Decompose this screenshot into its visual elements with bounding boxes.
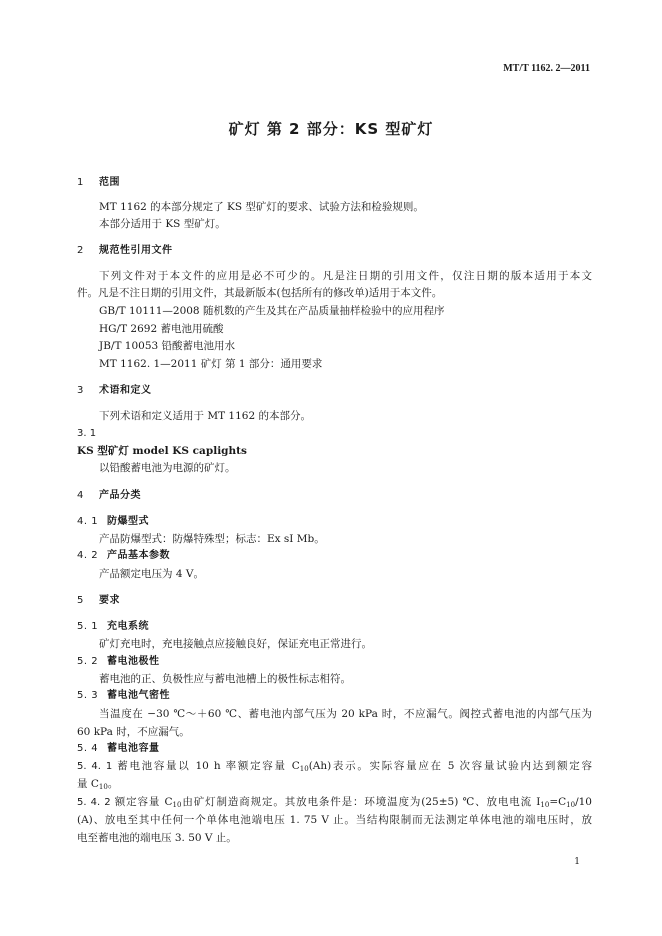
reference-item: MT 1162. 1—2011 矿灯 第 1 部分：通用要求 bbox=[99, 358, 323, 370]
section-5-heading bbox=[77, 594, 120, 608]
section-3-heading bbox=[77, 384, 152, 398]
subscript: 10 bbox=[299, 765, 309, 773]
subsection-5-3-heading bbox=[77, 689, 170, 703]
reference-item: HG/T 2692 蓄电池用硫酸 bbox=[99, 323, 224, 335]
subsection-title: 充电系统 bbox=[107, 621, 149, 632]
clause-5-4-1-line-2 bbox=[77, 777, 118, 794]
paragraph: 蓄电池的正、负极性应与蓄电池槽上的极性标志相符。 bbox=[99, 673, 351, 685]
reference-item: JB/T 10053 铅酸蓄电池用水 bbox=[99, 340, 236, 352]
section-2-heading bbox=[77, 244, 173, 258]
paragraph: 本部分适用于 KS 型矿灯。 bbox=[99, 218, 226, 230]
text-run: /10 bbox=[575, 796, 592, 808]
subscript: 10 bbox=[98, 783, 108, 791]
paragraph: 矿灯充电时，充电接触点应接触良好，保证充电正常进行。 bbox=[99, 638, 372, 650]
section-number: 3 bbox=[77, 385, 84, 396]
term-entry: KS 型矿灯 model KS caplights bbox=[77, 445, 247, 457]
paragraph: 产品防爆型式：防爆特殊型；标志：Ex sⅠ Mb。 bbox=[99, 533, 325, 545]
paragraph: (A)、放电至其中任何一个单体电池端电压 1. 75 V 止。当结构限制而无法测定单体电池的端电压时，放 bbox=[77, 814, 592, 826]
subsection-title: 蓄电池容量 bbox=[107, 743, 160, 754]
section-number: 4 bbox=[77, 490, 84, 501]
section-title: 产品分类 bbox=[99, 490, 141, 501]
text-run: (Ah)表示。实际容量应在 5 次容量试验内达到额定容 bbox=[308, 760, 592, 772]
text-run: =C bbox=[549, 796, 567, 808]
section-title: 要求 bbox=[99, 595, 120, 606]
subsection-number: 5. 3 bbox=[77, 690, 99, 701]
paragraph: 下列文件对于本文件的应用是必不可少的。凡是注日期的引用文件，仅注日期的版本适用于本文 bbox=[99, 270, 592, 282]
text-run: 。 bbox=[107, 778, 119, 790]
paragraph: 产品额定电压为 4 V。 bbox=[99, 568, 204, 580]
subsection-title: 蓄电池极性 bbox=[107, 656, 160, 667]
subsection-title: 防爆型式 bbox=[107, 516, 149, 527]
paragraph: 件。凡是不注日期的引用文件，其最新版本(包括所有的修改单)适用于本文件。 bbox=[77, 287, 443, 299]
paragraph: 下列术语和定义适用于 MT 1162 的本部分。 bbox=[99, 410, 311, 422]
page-number: 1 bbox=[574, 857, 580, 867]
section-4-heading bbox=[77, 489, 141, 503]
paragraph: MT 1162 的本部分规定了 KS 型矿灯的要求、试验方法和检验规则。 bbox=[99, 201, 424, 213]
clause-number: 5. 4. 1 bbox=[77, 761, 113, 772]
subscript: 10 bbox=[566, 801, 576, 809]
section-number: 5 bbox=[77, 595, 84, 606]
subsection-number: 4. 1 bbox=[77, 516, 99, 527]
clause-number: 5. 4. 2 bbox=[77, 797, 111, 808]
subsection-number: 5. 1 bbox=[77, 621, 99, 632]
subsection-number: 3. 1 bbox=[77, 428, 97, 439]
text-run: 蓄电池容量以 10 h 率额定容量 C bbox=[117, 760, 300, 772]
term-definition: 以铅酸蓄电池为电源的矿灯。 bbox=[99, 462, 236, 474]
subsection-number: 4. 2 bbox=[77, 550, 99, 561]
clause-5-4-2-line-1 bbox=[77, 795, 592, 812]
subsection-number: 5. 4 bbox=[77, 743, 99, 754]
reference-item: GB/T 10111—2008 随机数的产生及其在产品质量抽样检验中的应用程序 bbox=[99, 305, 445, 317]
subsection-4-1-heading bbox=[77, 515, 149, 529]
subsection-number: 5. 2 bbox=[77, 656, 99, 667]
section-number: 2 bbox=[77, 245, 84, 256]
paragraph: 60 kPa 时，不应漏气。 bbox=[77, 726, 190, 738]
paragraph: 当温度在 −30 ℃～＋60 ℃、蓄电池内部气压为 20 kPa 时，不应漏气。阀控式蓄电池的内部气压为 bbox=[99, 708, 592, 720]
subsection-5-2-heading bbox=[77, 655, 160, 669]
subscript: 10 bbox=[540, 801, 550, 809]
subsection-5-1-heading bbox=[77, 620, 149, 634]
section-title: 规范性引用文件 bbox=[99, 245, 173, 256]
text-run: 额定容量 C bbox=[114, 796, 173, 808]
document-title: 矿灯 第 2 部分：KS 型矿灯 bbox=[228, 120, 434, 138]
section-title: 术语和定义 bbox=[99, 385, 152, 396]
section-1-heading bbox=[77, 176, 120, 190]
standard-code: MT/T 1162. 2—2011 bbox=[503, 63, 590, 74]
text-run: 量 C bbox=[77, 778, 99, 790]
subsection-title: 蓄电池气密性 bbox=[107, 690, 170, 701]
subsection-4-2-heading bbox=[77, 549, 170, 563]
paragraph: 电至蓄电池的端电压 3. 50 V 止。 bbox=[77, 832, 237, 844]
clause-5-4-1-line-1 bbox=[77, 759, 592, 776]
subsection-title: 产品基本参数 bbox=[107, 550, 170, 561]
section-number: 1 bbox=[77, 177, 84, 188]
subscript: 10 bbox=[172, 801, 182, 809]
text-run: 由矿灯制造商规定。其放电条件是：环境温度为(25±5) ℃、放电电流 I bbox=[181, 796, 541, 808]
section-title: 范围 bbox=[99, 177, 120, 188]
subsection-5-4-heading bbox=[77, 742, 160, 756]
